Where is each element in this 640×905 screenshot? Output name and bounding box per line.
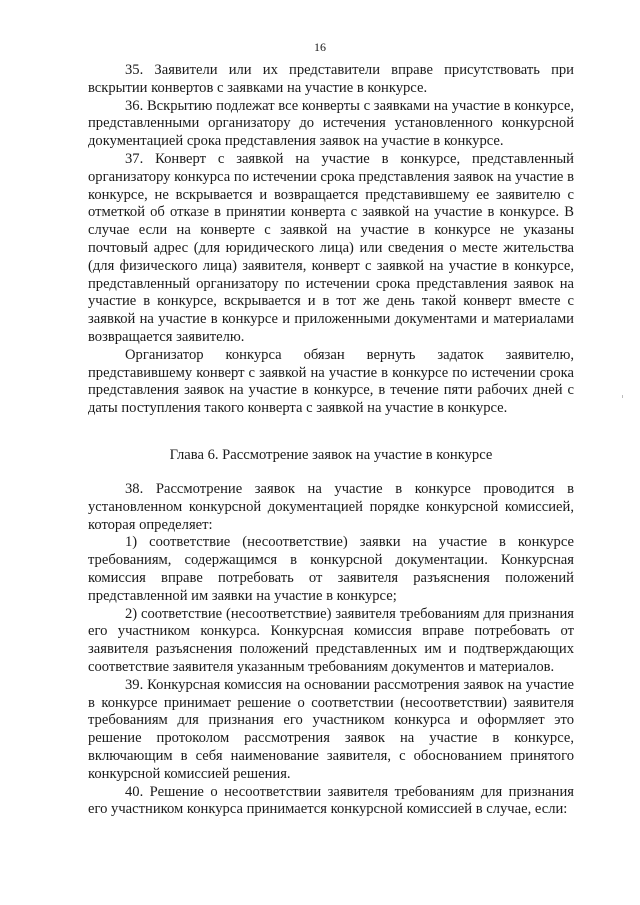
text-section-top [88, 62, 574, 418]
chapter-heading: Глава 6. Рассмотрение заявок на участие в конкурсе [169, 447, 493, 463]
paragraph-37: 37. Конверт с заявкой на участие в конкурсе, представленный организатору конкурса по истечении срока представления заявок на участие в конкурсе, не вскрывается и возвращается представившему ее заявителю с отметкой об отказе в принятии конверта с заявкой на участие в конкурсе. В случае если на конверте с заявкой на участие в конкурсе не указаны почтовый адрес (для юридического лица) или сведения о месте жительства (для физического лица) заявителя, конверт с заявкой на участие в конкурсе, представленный организатору по истечении срока представления заявок на участие в конкурсе, вскрывается и в тот же день такой конверт вместе с заявкой на участие в конкурсе и приложенными документами и материалами возвращается заявителю. [88, 150, 574, 345]
paragraph-38: 38. Рассмотрение заявок на участие в конкурсе проводится в установленном конкурсной документацией порядке конкурсной комиссией, которая определяет: [88, 481, 574, 533]
paragraph-39: 39. Конкурсная комиссия на основании рассмотрения заявок на участие в конкурсе принимает решение о соответствии (несоответствии) заявителя требованиям для признания его участником конкурса и оформляет это решение протоколом рассмотрения заявок на участие в конкурсе, включающим в себя наименование заявителя, с обоснованием принятого конкурсной комиссией решения. [88, 676, 574, 782]
scan-mark [622, 395, 623, 398]
paragraph-deposit-return: Организатор конкурса обязан вернуть задаток заявителю, представившему конверт с заявкой на участие в конкурсе по истечении срока представления заявок на участие в конкурсе, в течение пяти рабочих дней с даты поступления такого конверта с заявкой на участие в конкурсе. [88, 346, 574, 417]
page-number: 16 [314, 40, 326, 54]
paragraph-38-item-2: 2) соответствие (несоответствие) заявителя требованиям для признания его участником конкурса. Конкурсная комиссия вправе потребовать от заявителя разъяснения положений представленных им и подтверждающих соответствие заявителя указанным требованиям документов и материалов. [88, 605, 574, 675]
paragraph-35: 35. Заявители или их представители вправе присутствовать при вскрытии конвертов с заявками на участие в конкурсе. [88, 62, 574, 96]
text-section-bottom [88, 481, 574, 819]
paragraph-36: 36. Вскрытию подлежат все конверты с заявками на участие в конкурсе, представленными организатору до истечения установленного конкурсной документацией срока представления заявок на участие в конкурсе. [88, 97, 574, 150]
paragraph-40: 40. Решение о несоответствии заявителя требованиям для признания его участником конкурса принимается конкурсной комиссией в случае, если: [88, 783, 574, 818]
paragraph-38-item-1: 1) соответствие (несоответствие) заявки на участие в конкурсе требованиям, содержащимся в конкурсной документации. Конкурсная комиссия вправе потребовать от заявителя разъяснения положений представленной им заявки на участие в конкурсе; [88, 534, 574, 604]
